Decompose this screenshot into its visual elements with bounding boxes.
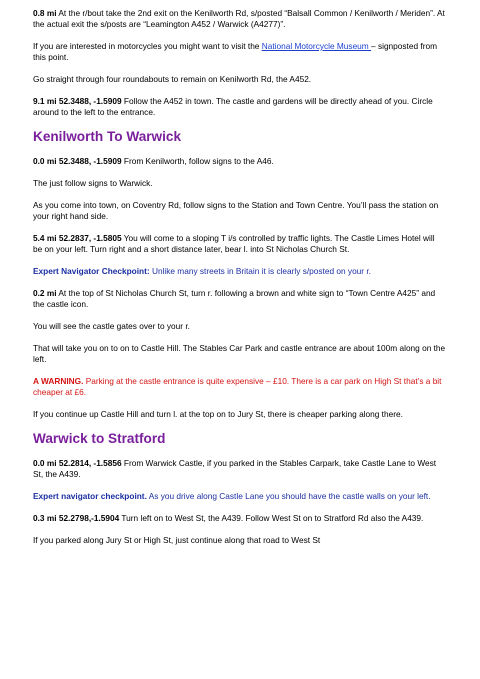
directions-paragraph xyxy=(33,321,446,332)
paragraph-text: From Warwick Castle, if you parked in the Stables Carpark, take Castle Lane to West St, the A439. xyxy=(33,458,437,479)
directions-paragraph xyxy=(33,200,446,222)
directions-paragraph xyxy=(33,535,446,546)
paragraph-text: As you drive along Castle Lane you should have the castle walls on your left. xyxy=(146,491,431,501)
directions-paragraph xyxy=(33,409,446,420)
checkpoint-label: Expert Navigator Checkpoint: xyxy=(33,266,150,276)
paragraph-text: You will come to a sloping T i/s controlled by traffic lights. The Castle Limes Hotel will be on your left. Turn right and a short distance later, bear l. into St Nicholas Church St. xyxy=(33,233,435,254)
distance-marker: 0.0 mi 52.2814, -1.5856 xyxy=(33,458,122,468)
distance-marker: 9.1 mi 52.3488, -1.5909 xyxy=(33,96,122,106)
navigator-checkpoint xyxy=(33,266,446,277)
directions-paragraph xyxy=(33,233,446,255)
distance-marker: 0.2 mi xyxy=(33,288,57,298)
directions-paragraph xyxy=(33,288,446,310)
directions-paragraph xyxy=(33,8,446,30)
paragraph-text: From Kenilworth, follow signs to the A46. xyxy=(121,156,274,166)
directions-paragraph xyxy=(33,74,446,85)
section-heading-warwick-to-stratford: Warwick to Stratford xyxy=(33,431,166,446)
paragraph-text: Parking at the castle entrance is quite expensive – £10. There is a car park on High St that’s a bit cheaper at £6. xyxy=(33,376,442,397)
distance-marker: 0.8 mi xyxy=(33,8,57,18)
directions-paragraph xyxy=(33,458,446,480)
motorcycle-museum-link[interactable]: National Motorcycle Museum xyxy=(261,41,372,51)
paragraph-text: As you come into town, on Coventry Rd, follow signs to the Station and Town Centre. You’ll pass the station on your right hand side. xyxy=(33,200,439,221)
paragraph-text: That will take you on to on to Castle Hill. The Stables Car Park and castle entrance are about 100m along on the left. xyxy=(33,343,446,364)
paragraph-text: Follow the A452 in town. The castle and gardens will be directly ahead of you. Circle around to the left to the entrance. xyxy=(33,96,433,117)
paragraph-text: The just follow signs to Warwick. xyxy=(33,178,153,188)
paragraph-text: At the r/bout take the 2nd exit on the Kenilworth Rd, s/posted “Balsall Common / Kenilworth / Meriden”. At the actual exit the s/posts are “Leamington A452 / Warwick (A4277)”. xyxy=(33,8,445,29)
paragraph-text: Turn left on to West St, the A439. Follow West St on to Stratford Rd also the A439. xyxy=(119,513,424,523)
distance-marker: 0.3 mi 52.2798,-1.5904 xyxy=(33,513,120,523)
paragraph-text: At the top of St Nicholas Church St, turn r. following a brown and white sign to “Town Centre A425” and the castle icon. xyxy=(33,288,436,309)
paragraph-text: Go straight through four roundabouts to remain on Kenilworth Rd, the A452. xyxy=(33,74,312,84)
directions-paragraph xyxy=(33,156,446,167)
museum-paragraph xyxy=(33,41,446,63)
directions-paragraph xyxy=(33,96,446,118)
paragraph-text: Unlike many streets in Britain it is clearly s/posted on your r. xyxy=(149,266,371,276)
paragraph-text: If you parked along Jury St or High St, just continue along that road to West St xyxy=(33,535,321,545)
directions-paragraph xyxy=(33,343,446,365)
paragraph-text: If you continue up Castle Hill and turn l. at the top on to Jury St, there is cheaper parking along there. xyxy=(33,409,403,419)
distance-marker: 0.0 mi 52.3488, -1.5909 xyxy=(33,156,122,166)
checkpoint-label: Expert navigator checkpoint. xyxy=(33,491,147,501)
directions-paragraph xyxy=(33,513,446,524)
distance-marker: 5.4 mi 52.2837, -1.5805 xyxy=(33,233,122,243)
paragraph-text: You will see the castle gates over to your r. xyxy=(33,321,190,331)
section-heading-kenilworth-to-warwick: Kenilworth To Warwick xyxy=(33,129,182,144)
navigator-checkpoint xyxy=(33,491,446,502)
paragraph-text: – signposted from this point. xyxy=(33,41,437,62)
warning-label: A WARNING. xyxy=(33,376,84,386)
parking-warning xyxy=(33,376,446,398)
paragraph-text: If you are interested in motorcycles you might want to visit the xyxy=(33,41,262,51)
directions-paragraph xyxy=(33,178,446,189)
